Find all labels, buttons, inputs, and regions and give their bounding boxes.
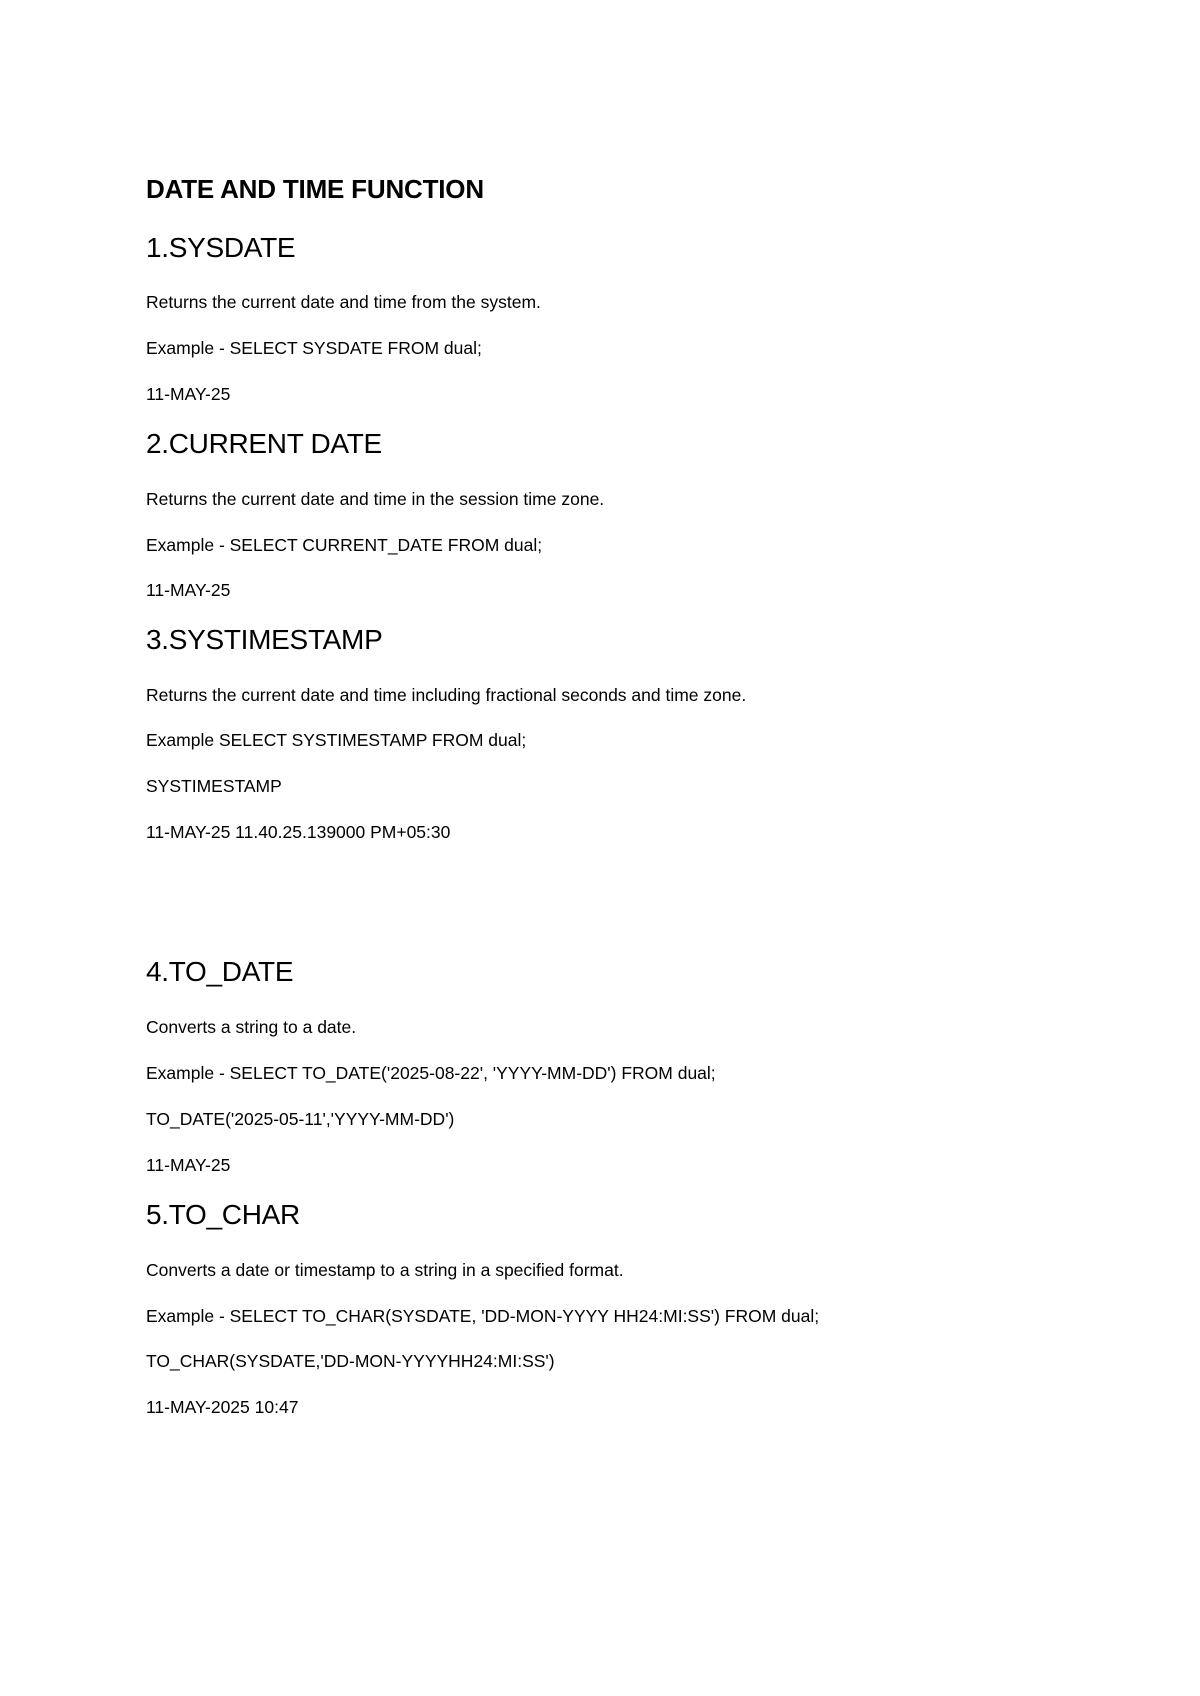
section-example: Example SELECT SYSTIMESTAMP FROM dual; xyxy=(146,730,527,750)
section-heading-systimestamp: 3.SYSTIMESTAMP xyxy=(146,624,383,655)
section-example: Example - SELECT TO_CHAR(SYSDATE, 'DD-MON-YYYY HH24:MI:SS') FROM dual; xyxy=(146,1306,820,1326)
section-heading-current-date: 2.CURRENT DATE xyxy=(146,428,382,459)
section-output: TO_DATE('2025-05-11','YYYY-MM-DD') xyxy=(146,1109,455,1129)
section-output: SYSTIMESTAMP xyxy=(146,776,282,796)
section-description: Returns the current date and time in the session time zone. xyxy=(146,489,605,509)
section-heading-sysdate: 1.SYSDATE xyxy=(146,232,296,263)
section-heading-to-date: 4.TO_DATE xyxy=(146,956,294,987)
section-description: Converts a date or timestamp to a string in a specified format. xyxy=(146,1260,624,1280)
section-output: 11-MAY-25 11.40.25.139000 PM+05:30 xyxy=(146,822,451,842)
section-description: Converts a string to a date. xyxy=(146,1017,357,1037)
section-output: TO_CHAR(SYSDATE,'DD-MON-YYYYHH24:MI:SS') xyxy=(146,1351,555,1371)
section-description: Returns the current date and time including fractional seconds and time zone. xyxy=(146,685,747,705)
section-output: 11-MAY-25 xyxy=(146,1155,231,1175)
section-output: 11-MAY-25 xyxy=(146,384,231,404)
section-heading-to-char: 5.TO_CHAR xyxy=(146,1199,300,1230)
section-example: Example - SELECT TO_DATE('2025-08-22', 'YYYY-MM-DD') FROM dual; xyxy=(146,1063,716,1083)
document-title: DATE AND TIME FUNCTION xyxy=(146,174,484,204)
section-description: Returns the current date and time from the system. xyxy=(146,292,541,312)
section-output: 11-MAY-2025 10:47 xyxy=(146,1397,299,1417)
section-example: Example - SELECT SYSDATE FROM dual; xyxy=(146,338,482,358)
section-output: 11-MAY-25 xyxy=(146,580,231,600)
section-example: Example - SELECT CURRENT_DATE FROM dual; xyxy=(146,535,543,555)
